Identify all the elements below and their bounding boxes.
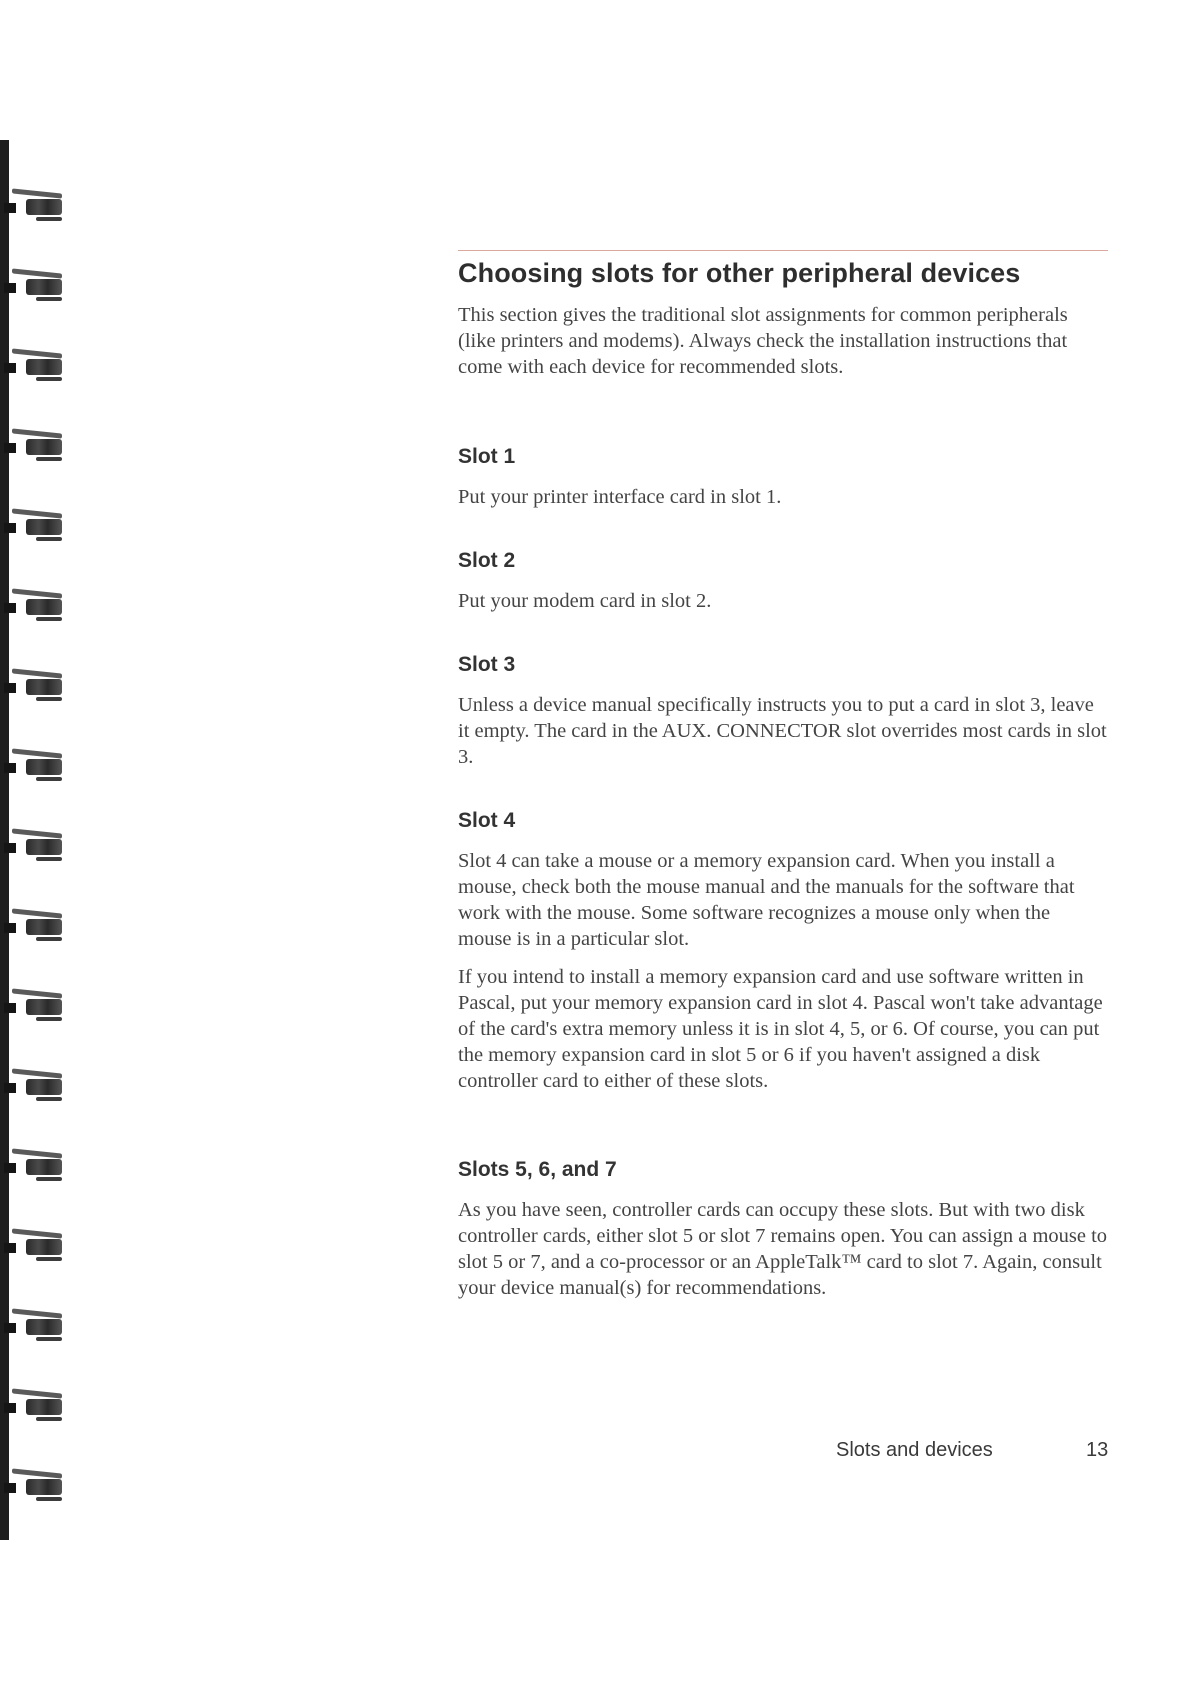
section-paragraph: Put your modem card in slot 2. — [458, 590, 712, 612]
binding-ring — [4, 905, 66, 945]
binding-ring — [4, 1305, 66, 1345]
section-paragraph: Put your printer interface card in slot 1. — [458, 486, 782, 508]
section-paragraph: Slot 4 can take a mouse or a memory expansion card. When you install a mouse, check both the mouse manual and the manuals for the software that work with the mouse. Some software recognizes a mouse only when the mouse is in a particular slot. — [458, 850, 1075, 950]
section-paragraph: As you have seen, controller cards can occupy these slots. But with two disk controller cards, either slot 5 or slot 7 remains open. You can assign a mouse to slot 5 or 7, and a co-processor or an AppleTalk™ card to slot 7. Again, consult your device manual(s) for recommendations. — [458, 1199, 1108, 1299]
section-paragraph: Unless a device manual specifically instructs you to put a card in slot 3, leave it empty. The card in the AUX. CONNECTOR slot overrides most cards in slot 3. — [458, 694, 1107, 768]
binding-ring — [4, 1225, 66, 1265]
section-title-slot-2: Slot 2 — [458, 549, 516, 572]
spiral-binding — [0, 140, 72, 1540]
binding-ring — [4, 1385, 66, 1425]
binding-ring — [4, 585, 66, 625]
footer-section-name: Slots and devices — [836, 1439, 993, 1461]
binding-ring — [4, 1465, 66, 1505]
binding-ring — [4, 1065, 66, 1105]
binding-ring — [4, 665, 66, 705]
section-title-slot-3: Slot 3 — [458, 653, 516, 676]
binding-ring — [4, 345, 66, 385]
intro-paragraph: This section gives the traditional slot assignments for common peripherals (like printers and modems). Always check the installation instructions that come with each device for recommended slots. — [458, 304, 1068, 378]
heading-rule — [458, 250, 1108, 251]
binding-ring — [4, 745, 66, 785]
binding-ring — [4, 825, 66, 865]
binding-ring — [4, 985, 66, 1025]
binding-ring — [4, 425, 66, 465]
binding-ring — [4, 265, 66, 305]
section-title-slot-4: Slot 4 — [458, 809, 516, 832]
section-paragraph: If you intend to install a memory expansion card and use software written in Pascal, put your memory expansion card in slot 4. Pascal won't take advantage of the card's extra memory unless it is in slot 4, 5, or 6. Of course, you can put the memory expansion card in slot 5 or 6 if you haven't assigned a disk controller card to either of these slots. — [458, 966, 1103, 1092]
footer-page-number: 13 — [1086, 1439, 1109, 1461]
page-heading: Choosing slots for other peripheral devices — [458, 258, 1021, 288]
binding-ring — [4, 185, 66, 225]
section-title-slots-5-6-7: Slots 5, 6, and 7 — [458, 1158, 617, 1181]
binding-ring — [4, 1145, 66, 1185]
binding-ring — [4, 505, 66, 545]
section-title-slot-1: Slot 1 — [458, 445, 516, 468]
